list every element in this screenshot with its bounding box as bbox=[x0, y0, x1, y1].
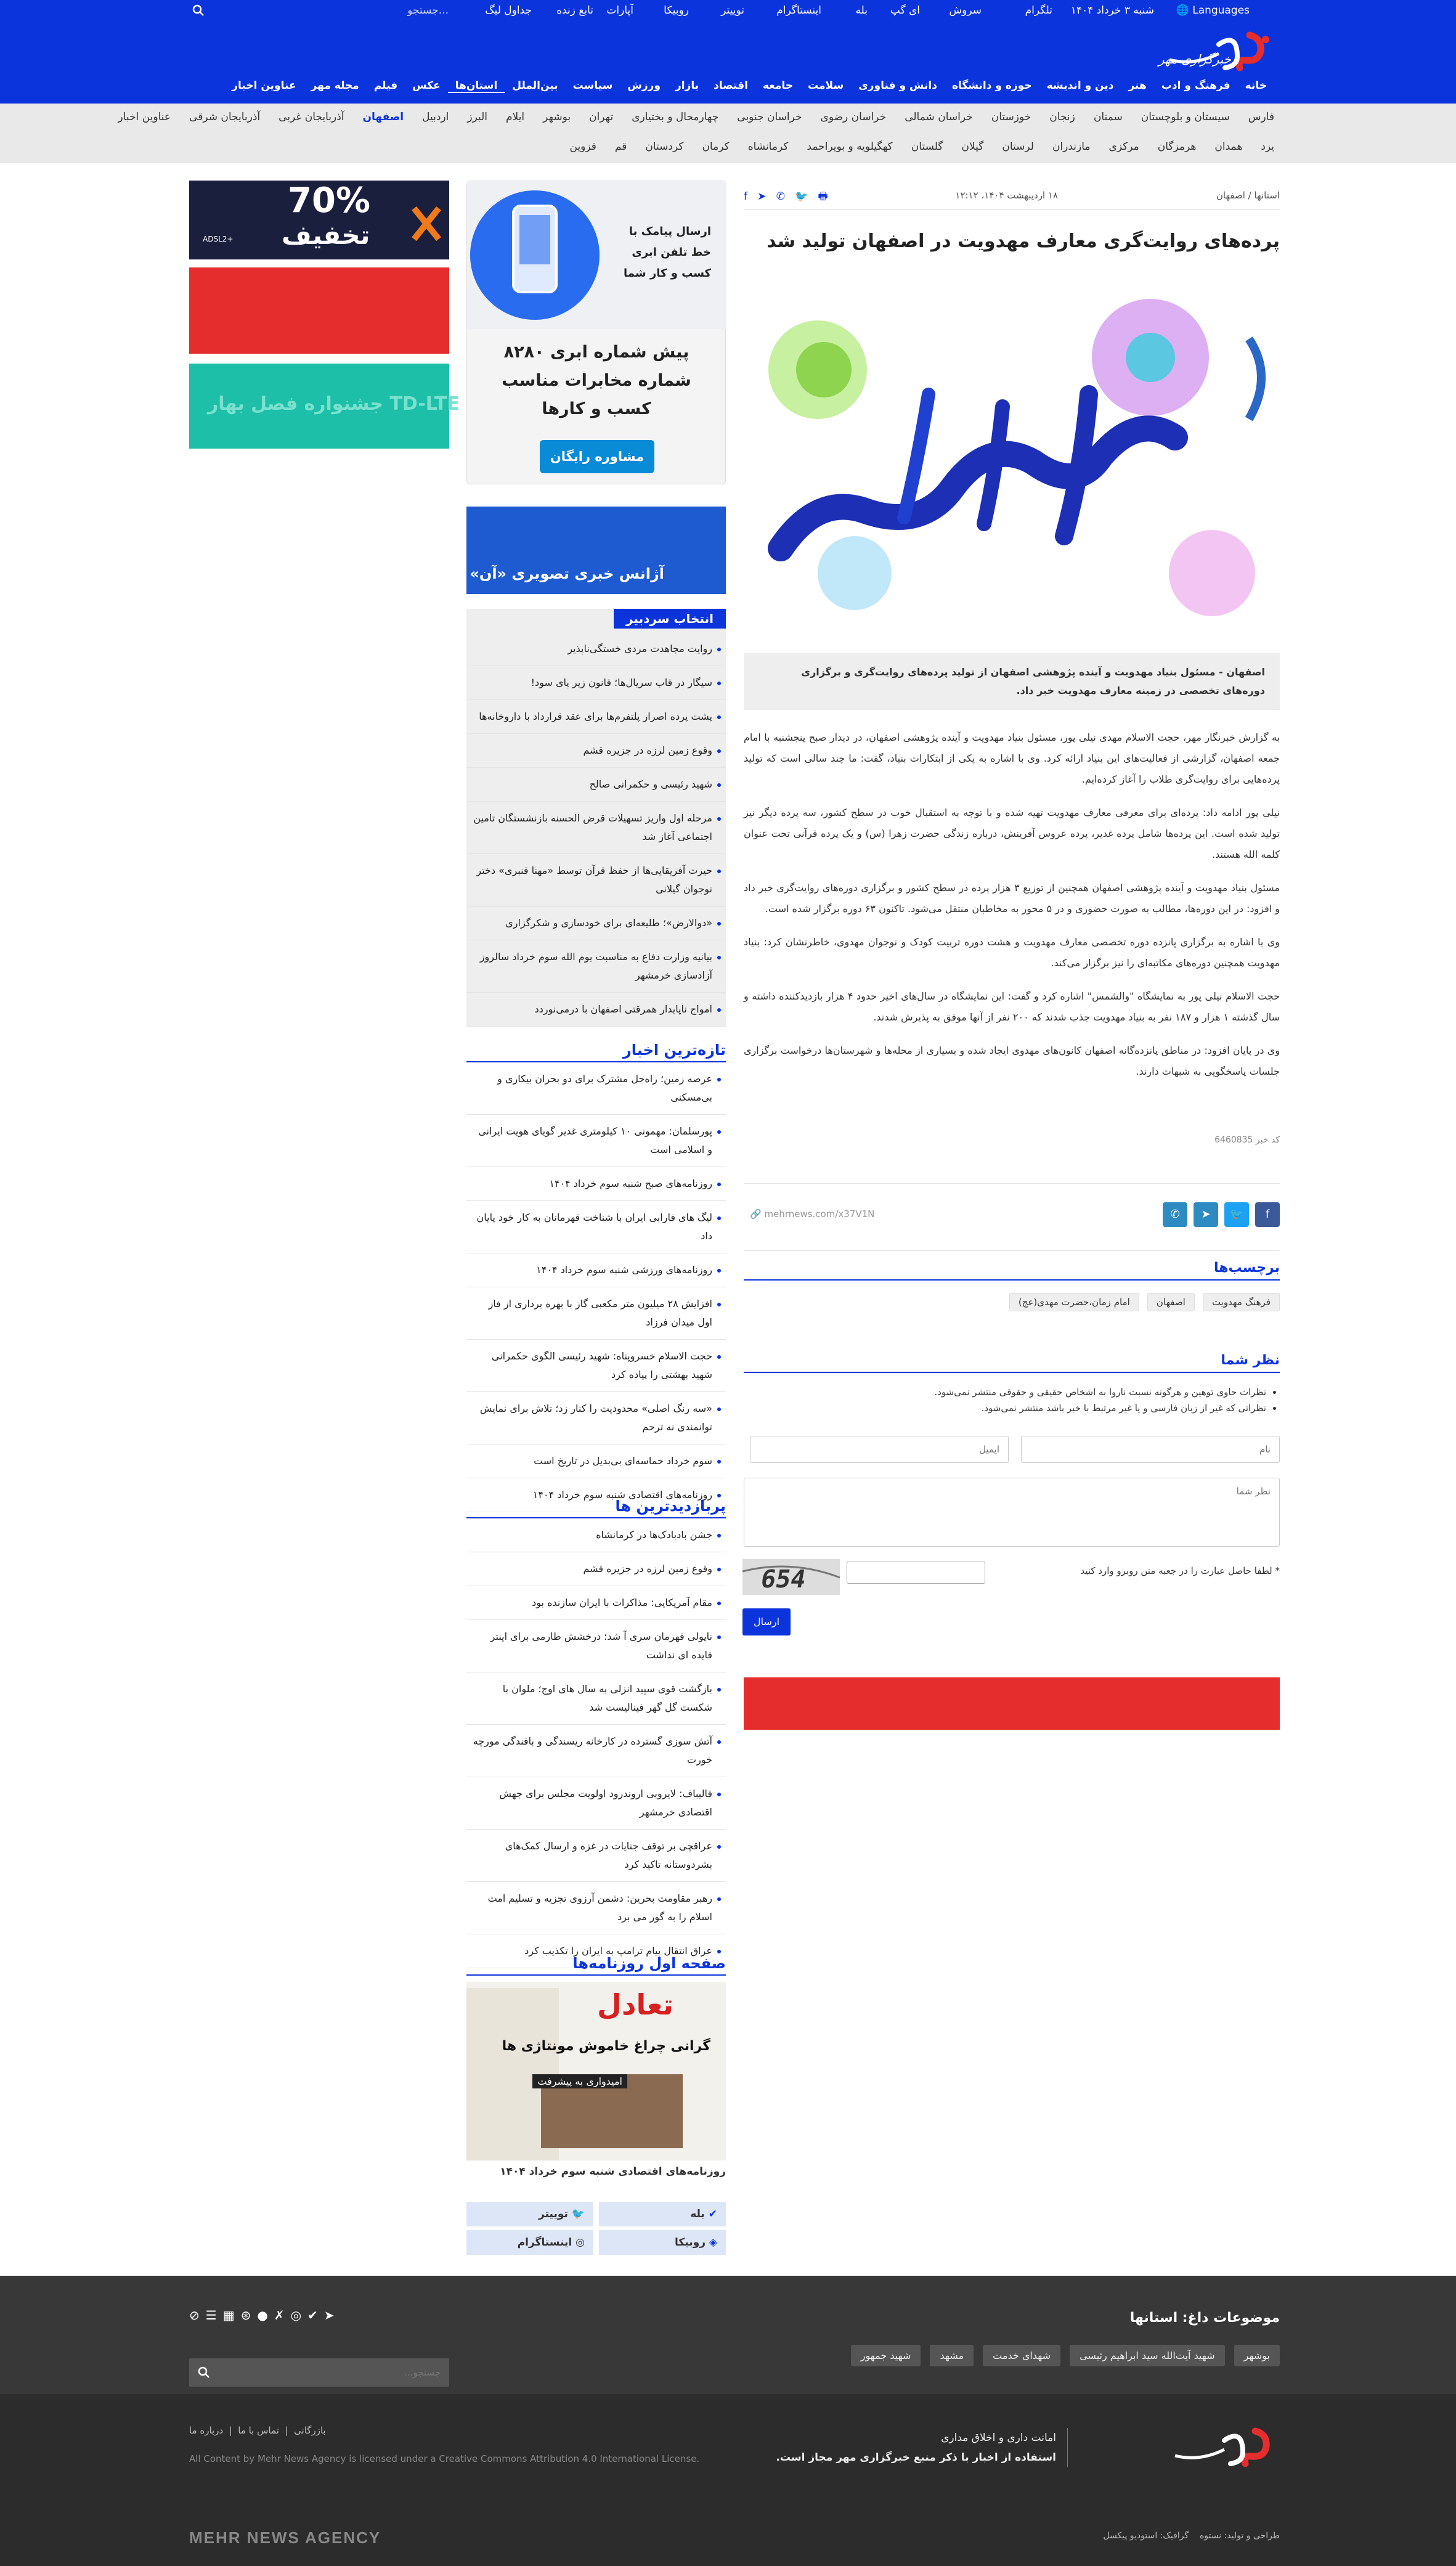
province-nav-item[interactable]: سمنان bbox=[1093, 111, 1123, 123]
list-item[interactable]: قالیباف: لایروبی اروندرود اولویت مجلس برای جهش اقتصادی خرمشهر bbox=[466, 1777, 726, 1830]
province-nav-item[interactable]: چهارمحال و بختیاری bbox=[632, 111, 719, 123]
league-tables-link[interactable]: جداول لیگ bbox=[485, 4, 532, 17]
name-field[interactable] bbox=[1021, 1436, 1280, 1463]
nav-headlines[interactable]: عناوین اخبار bbox=[232, 79, 296, 92]
globe-icon: 🌐 bbox=[1176, 4, 1189, 17]
cloud-number-ad[interactable]: ارسال پیامک با خط تلفن ابری کسب و کار شما پیش شماره ابری ۸۲۸۰ شماره مخابرات مناسب کسب و کارها مشاوره رایگان bbox=[466, 181, 726, 484]
province-nav-item[interactable]: کرمانشاه bbox=[747, 141, 789, 153]
rubika-icon: ◈ bbox=[709, 2236, 717, 2249]
tag-item[interactable]: فرهنگ مهدویت bbox=[1203, 1293, 1280, 1311]
article-paragraph: حجت الاسلام نیلی پور به نمایشگاه "والشمس" اشاره کرد و گفت: این نمایشگاه در سال‌های اخیر حدود ۴ هزار بازدیدکننده داشته و سال گذشته ۱ هزار و ۱۸۷ نفر به بنیاد مهدویت جذب شدند که ۲۰۰ نفر از آنها موفق به پذیرش شدند. bbox=[744, 990, 1280, 1023]
nav-sport[interactable]: ورزش bbox=[627, 79, 661, 92]
site-header bbox=[0, 21, 1456, 104]
agency-banner[interactable]: آژانس خبری تصویری «آن» bbox=[466, 507, 726, 594]
list-item[interactable]: حیرت آفریقایی‌ها از حفظ قرآن توسط «مهنا قنبری» دختر نوجوان گیلانی bbox=[466, 854, 726, 906]
footer-search bbox=[189, 2358, 449, 2387]
article-date: ۱۸ اردیبهشت ۱۴۰۴، ۱۲:۱۲ bbox=[955, 190, 1058, 201]
adsl-discount-ad[interactable]: 70% تخفیف ADSL2+ bbox=[189, 181, 449, 259]
bale-box[interactable]: ✔ بله bbox=[599, 2202, 726, 2226]
list-item[interactable]: وقوع زمین لرزه در جزیره قشم bbox=[466, 734, 726, 768]
latest-news-box bbox=[466, 1041, 726, 1512]
comment-rule: • نظرات حاوی توهین و هرگونه نسبت ناروا به اشخاص حقیقی و حقوقی منتشر نمی‌شود. bbox=[744, 1384, 1266, 1400]
social-link-soroush[interactable]: سروش bbox=[949, 4, 982, 17]
list-item[interactable]: شهید رئیسی و حکمرانی صالح bbox=[466, 768, 726, 802]
top-search-input[interactable]: جستجو... bbox=[407, 4, 449, 17]
print-icon[interactable]: 🖶 bbox=[818, 190, 828, 203]
newspaper-caption[interactable]: روزنامه‌های اقتصادی شنبه سوم خرداد ۱۴۰۴ bbox=[500, 2165, 726, 2178]
province-nav-item[interactable]: زنجان bbox=[1049, 111, 1075, 123]
breadcrumb-isfahan[interactable]: اصفهان bbox=[1216, 190, 1245, 201]
hot-tag[interactable]: بوشهر bbox=[1234, 2345, 1280, 2366]
top-share-icons bbox=[744, 189, 828, 206]
nav-video[interactable]: فیلم bbox=[373, 79, 398, 92]
social-link-bale[interactable]: بله bbox=[855, 4, 868, 17]
nav-international[interactable]: بین‌الملل bbox=[512, 79, 558, 92]
nav-society[interactable]: جامعه bbox=[762, 79, 794, 92]
grid-icon[interactable]: ▦ bbox=[222, 2308, 241, 2323]
most-viewed-title: پربازدیدترین ها bbox=[466, 1497, 726, 1518]
twitter-box[interactable]: 🐦 توییتر bbox=[466, 2202, 593, 2226]
list-item[interactable]: روزنامه‌های ورزشی شنبه سوم خرداد ۱۴۰۴ bbox=[466, 1253, 726, 1287]
captcha-image: 654 bbox=[742, 1559, 840, 1595]
designer-credit[interactable]: طراحی و تولید: نستوه bbox=[1199, 2531, 1280, 2541]
editors-pick-list bbox=[466, 632, 726, 1027]
bale-icon: ✔ bbox=[708, 2208, 717, 2220]
nav-market[interactable]: بازار bbox=[675, 79, 699, 92]
province-nav-item[interactable]: یزد bbox=[1261, 141, 1274, 153]
whatsapp-share-icon[interactable]: ✆ bbox=[776, 190, 785, 203]
nav-provinces[interactable]: استان‌ها bbox=[448, 79, 505, 93]
breadcrumb: استانها / اصفهان bbox=[1216, 190, 1280, 201]
province-nav-item[interactable]: لرستان bbox=[1002, 141, 1034, 153]
province-nav-item[interactable]: خوزستان bbox=[991, 111, 1031, 123]
rss-icon[interactable]: ⊛ bbox=[240, 2308, 258, 2323]
article-meta-bar bbox=[744, 185, 1280, 210]
share-bar bbox=[744, 1183, 1280, 1251]
list-item[interactable]: بیانیه وزارت دفاع به مناسبت یوم الله سوم خرداد سالروز آزادسازی خرمشهر bbox=[466, 940, 726, 993]
province-nav-item[interactable]: کرمان bbox=[702, 141, 730, 153]
province-nav-item[interactable]: اصفهان bbox=[362, 111, 404, 123]
twitter-footer-icon[interactable]: ✗ bbox=[274, 2308, 291, 2323]
bale-footer-icon[interactable]: ⊘ bbox=[189, 2308, 206, 2323]
list-item[interactable]: افزایش ۲۸ میلیون متر مکعبی گاز با بهره برداری از فاز اول میدان فرزاد bbox=[466, 1287, 726, 1340]
article-lead: اصفهان - مسئول بنیاد مهدویت و آینده پژوهشی اصفهان از تولید پرده‌های روایت‌گری و برگزاری دوره‌های تخصصی در زمینه معارف مهدویت خبر داد. bbox=[744, 653, 1280, 710]
nav-home[interactable]: خانه bbox=[1245, 79, 1267, 92]
tdlte-ad[interactable]: جشنواره فصل بهار TD-LTE bbox=[189, 364, 449, 449]
province-nav-item[interactable]: آذربایجان غربی bbox=[279, 111, 344, 123]
newspaper-headline: گرانی چراغ خاموش مونتاژی ها bbox=[502, 2039, 710, 2054]
article-body bbox=[744, 727, 1280, 1094]
news-code: کد خبر 6460835 bbox=[1214, 1135, 1280, 1145]
instagram-box[interactable]: ◎ اینستاگرام bbox=[466, 2230, 593, 2255]
list-item[interactable]: «دوالارض»؛ طلیعه‌ای برای خودسازی و شکرگزاری bbox=[466, 906, 726, 940]
list-item[interactable]: امواج ناپایدار همرقتی اصفهان با درمی‌نوردد bbox=[466, 993, 726, 1027]
most-viewed-box bbox=[466, 1497, 726, 1968]
province-nav-item[interactable]: آذربایجان شرقی bbox=[189, 111, 261, 123]
province-nav-item[interactable]: اردبیل bbox=[422, 111, 449, 123]
footer-bottom bbox=[0, 2394, 1456, 2566]
province-nav-item[interactable]: کهگیلویه و بویراحمد bbox=[807, 141, 893, 153]
footer-link-contact[interactable]: تماس با ما bbox=[238, 2425, 279, 2436]
newspaper-subheadline: امیدواری به پیشرفت bbox=[532, 2074, 627, 2088]
list-item[interactable]: مقام آمریکایی: مذاکرات با ایران سازنده بود bbox=[466, 1586, 726, 1620]
amanat-text: امانت داری و اخلاق مداری bbox=[941, 2432, 1056, 2444]
nav-magazine[interactable]: مجله مهر bbox=[311, 79, 359, 92]
red-ad-banner[interactable] bbox=[744, 1677, 1280, 1730]
article-title: پرده‌های روایت‌گری معارف مهدویت در اصفهان تولید شد bbox=[767, 230, 1280, 252]
list-item[interactable]: جشن بادبادک‌ها در کرمانشاه bbox=[466, 1518, 726, 1552]
footer-link-about[interactable]: درباره ما bbox=[189, 2425, 224, 2436]
list-item[interactable]: حجت الاسلام خسروپناه: شهید رئیسی الگوی حکمرانی شهید بهشتی را پیاده کرد bbox=[466, 1340, 726, 1392]
comments-section bbox=[744, 1353, 1280, 1416]
province-nav-item[interactable]: قم bbox=[614, 141, 627, 153]
article-paragraph: به گزارش خبرنگار مهر، حجت الاسلام مهدی نیلی پور، مسئول بنیاد مهدویت و آینده پژوهشی اصفهان، در دیدار صبح پنجشنبه با امام جمعه اصفهان، گزارشی از فعالیت‌های این بنیاد ارائه کرد. وی با اشاره به یکی از ابتکارات بنیاد، گفت: ما چند سالی است که تولید پرده‌هایی برای روایت‌گری طلاب را آغاز کرده‌ایم. bbox=[744, 731, 1280, 785]
province-nav-item[interactable]: بوشهر bbox=[543, 111, 571, 123]
footer-link-commerce[interactable]: بازرگانی bbox=[294, 2425, 326, 2436]
hot-tag[interactable]: شهدای خدمت bbox=[983, 2345, 1060, 2366]
rubika-box[interactable]: ◈ روبیکا bbox=[599, 2230, 726, 2255]
editors-pick-title: انتخاب سردبیر bbox=[614, 609, 726, 629]
list-item[interactable]: وقوع زمین لرزه در جزیره قشم bbox=[466, 1552, 726, 1586]
province-row-2 bbox=[561, 141, 1284, 153]
list-item[interactable]: روزنامه‌های صبح شنبه سوم خرداد ۱۴۰۴ bbox=[466, 1167, 726, 1201]
editors-pick-box bbox=[466, 609, 726, 1027]
check-icon[interactable]: ✔ bbox=[307, 2308, 324, 2323]
footer-search-input[interactable] bbox=[221, 2358, 449, 2387]
list-item[interactable]: سوم خرداد حماسه‌ای بی‌بدیل در تاریخ است bbox=[466, 1444, 726, 1478]
footer-copyright bbox=[776, 2428, 1068, 2467]
email-field[interactable] bbox=[750, 1436, 1009, 1463]
nav-religion[interactable]: دین و اندیشه bbox=[1046, 79, 1114, 92]
facebook-share-icon[interactable]: f bbox=[744, 190, 747, 203]
comments-title: نظر شما bbox=[744, 1353, 1280, 1373]
article-paragraph: مسئول بنیاد مهدویت و آینده پژوهشی اصفهان همچنین از توزیع ۳ هزار پرده در سطح کشور و برگزاری دوره‌های روایت‌گری خبر داد و افزود: در این دوره‌ها، مطالب به صورت حضوری و در ۵ محور به مخاطبان منتقل می‌شود. تاکنون ۶۳ دوره برگزار شده است. bbox=[744, 882, 1280, 914]
list-item[interactable]: سیگار در قاب سریال‌ها؛ قانون زیر پای سود! bbox=[466, 666, 726, 700]
mehr-logo[interactable]: خبرگزاری مهر bbox=[1157, 26, 1274, 75]
newspaper-name: تعادل bbox=[596, 1988, 673, 2021]
province-nav-item[interactable]: همدان bbox=[1214, 141, 1243, 153]
nav-health[interactable]: سلامت bbox=[808, 79, 844, 92]
breadcrumb-provinces[interactable]: استانها bbox=[1254, 190, 1280, 201]
aparat-icon[interactable]: ● bbox=[257, 2308, 274, 2323]
province-row-1 bbox=[109, 111, 1283, 123]
hot-tag[interactable]: شهید آیت‌الله سید ابراهیم رئیسی bbox=[1070, 2345, 1225, 2366]
footer-credits bbox=[1103, 2531, 1280, 2541]
comment-textarea[interactable] bbox=[744, 1478, 1280, 1547]
list-item[interactable]: مرحله اول واریز تسهیلات قرض الحسنه بازنشستگان تامین اجتماعی آغاز شد bbox=[466, 802, 726, 854]
newspaper-front-page[interactable] bbox=[466, 1982, 726, 2161]
red-ad-left[interactable] bbox=[189, 267, 449, 354]
footer-hot-topics bbox=[0, 2276, 1456, 2394]
list-item[interactable]: پورسلمان: مهمونی ۱۰ کیلومتری غدیر گویای هویت ایرانی و اسلامی است bbox=[466, 1115, 726, 1167]
nav-economy[interactable]: اقتصاد bbox=[714, 79, 748, 92]
hot-topics-title: موضوعات داغ: استانها bbox=[1129, 2310, 1280, 2326]
tags-list bbox=[744, 1293, 1280, 1311]
list-item[interactable]: عراق انتقال پیام ترامپ به ایران را تکذیب کرد bbox=[466, 1934, 726, 1968]
agency-name-en: MEHR NEWS AGENCY bbox=[189, 2528, 381, 2547]
article-image bbox=[744, 283, 1280, 644]
article-paragraph: وی با اشاره به برگزاری پانزده دوره تخصصی معارف مهدویت و هشت دوره تربیت کودک و نوجوان مهدوی، خاطرنشان کرد: بنیاد مهدویت همچنین دوره‌های مکاتبه‌ای را نیز برگزار می‌کند. bbox=[744, 936, 1280, 969]
list-item[interactable]: روزنامه‌های اقتصادی شنبه سوم خرداد ۱۴۰۴ bbox=[466, 1478, 726, 1512]
social-link-aparat[interactable]: آپارات bbox=[606, 4, 633, 17]
list-item[interactable]: عراقچی بر توقف جنایات در غزه و ارسال کمک‌های بشردوستانه تاکید کرد bbox=[466, 1830, 726, 1882]
province-nav-item[interactable]: خراسان شمالی bbox=[905, 111, 973, 123]
article-paragraph: وی در پایان افزود: در مناطق پانزده‌گانه اصفهان کانون‌های مهدوی ایجاد شده و بسیاری از محله‌ها و شهرستان‌ها درخواست برگزاری جلسات پاسخگویی به شبهات دارند. bbox=[744, 1045, 1280, 1077]
free-consultation-button[interactable]: مشاوره رایگان bbox=[540, 440, 654, 473]
current-date: شنبه ۳ خرداد ۱۴۰۴ bbox=[1070, 4, 1154, 17]
editors-pick-header bbox=[466, 609, 726, 632]
telegram-share-button[interactable]: ➤ bbox=[1194, 1202, 1218, 1227]
nav-photo[interactable]: عکس bbox=[412, 79, 441, 92]
province-nav-item[interactable]: کردستان bbox=[645, 141, 684, 153]
article-paragraph: نیلی پور ادامه داد: پرده‌ای برای معرفی معارف مهدویت تهیه شده و با توجه به استقبال خوب در سطح کشور، سه پرده دیگر نیز تولید شده است. این پرده‌ها شامل پرده غدیر، پرده عروس آفرینش، درباره زندگی حضرت زهرا (س) و یک پرده قرآنی تحت عنوان کلمه الله هستند. bbox=[744, 807, 1280, 860]
whatsapp-share-button[interactable]: ✆ bbox=[1163, 1202, 1187, 1227]
twitter-icon: 🐦 bbox=[571, 2208, 585, 2220]
province-nav-item[interactable]: البرز bbox=[467, 111, 487, 123]
list-icon[interactable]: ☰ bbox=[205, 2308, 223, 2323]
province-nav-item[interactable]: سیستان و بلوچستان bbox=[1141, 111, 1230, 123]
list-item[interactable]: پشت پرده اصرار پلتفرم‌ها برای عقد قرارداد با داروخانه‌ها bbox=[466, 700, 726, 734]
province-nav-item[interactable]: عناوین اخبار bbox=[118, 111, 171, 123]
footer-links: بازرگانی | تماس با ما | درباره ما bbox=[189, 2425, 326, 2436]
list-item[interactable]: روایت مجاهدت مردی خستگی‌ناپذیر bbox=[466, 632, 726, 666]
nav-seminary[interactable]: حوزه و دانشگاه bbox=[951, 79, 1032, 92]
copyright-fa: استفاده از اخبار با ذکر منبع خبرگزاری مهر مجاز است. bbox=[776, 2451, 1056, 2464]
facebook-share-button[interactable]: f bbox=[1255, 1202, 1280, 1227]
top-bar bbox=[0, 0, 1456, 21]
province-nav-item[interactable]: گیلان bbox=[961, 141, 984, 153]
province-nav-item[interactable]: گلستان bbox=[911, 141, 943, 153]
footer-social-icons bbox=[189, 2308, 341, 2323]
province-navigation bbox=[0, 104, 1456, 163]
list-item[interactable]: ناپولی قهرمان سری آ شد؛ درخشش طارمی برای اینتر فایده ای نداشت bbox=[466, 1620, 726, 1672]
latest-news-title: تازه‌ترین اخبار bbox=[466, 1041, 726, 1062]
graphics-credit[interactable]: گرافیک: استودیو پیکسل bbox=[1103, 2531, 1189, 2541]
tag-item[interactable]: امام زمان،حضرت مهدی(عج) bbox=[1009, 1293, 1139, 1311]
footer-logo[interactable] bbox=[1120, 2422, 1280, 2471]
link-icon: 🔗 bbox=[750, 1208, 762, 1220]
instagram-footer-icon[interactable]: ◎ bbox=[290, 2308, 308, 2323]
license-text: All Content by Mehr News Agency is licensed under a Creative Commons Attribution 4.0 International License. bbox=[189, 2453, 700, 2464]
newspapers-title: صفحه اول روزنامه‌ها bbox=[466, 1955, 726, 1976]
twitter-share-icon[interactable]: 🐦 bbox=[795, 190, 808, 203]
search-icon[interactable] bbox=[192, 0, 205, 21]
submit-comment-button[interactable]: ارسال bbox=[742, 1608, 791, 1635]
short-link[interactable]: 🔗 mehrnews.com/x37V1N bbox=[750, 1208, 875, 1220]
telegram-share-icon[interactable]: ➤ bbox=[757, 190, 767, 203]
hot-tag[interactable]: شهید جمهور bbox=[851, 2345, 921, 2366]
province-nav-item[interactable]: هرمزگان bbox=[1157, 141, 1197, 153]
tag-item[interactable]: اصفهان bbox=[1147, 1293, 1195, 1311]
live-results-link[interactable]: تابع زنده bbox=[556, 4, 593, 17]
comment-rule: • نظراتی که غیر از زبان فارسی و یا غیر مرتبط با خبر باشد منتشر نمی‌شود. bbox=[744, 1400, 1266, 1416]
nav-art[interactable]: هنر bbox=[1128, 79, 1147, 92]
nav-politics[interactable]: سیاست bbox=[572, 79, 613, 92]
captcha-input[interactable] bbox=[847, 1562, 985, 1584]
language-menu[interactable]: 🌐 Languages bbox=[1176, 4, 1250, 17]
newspapers-box bbox=[466, 1955, 726, 2178]
tags-title: برچسب‌ها bbox=[744, 1260, 1280, 1281]
most-viewed-list bbox=[466, 1518, 726, 1968]
social-link-rubika[interactable]: روبیکا bbox=[664, 4, 689, 17]
social-link-instagram[interactable]: اینستاگرام bbox=[776, 4, 821, 17]
nav-culture[interactable]: فرهنگ و ادب bbox=[1161, 79, 1230, 92]
captcha-label: * لطفا حاصل عبارت را در جعبه متن روبرو وارد کنید bbox=[1080, 1565, 1280, 1576]
list-item[interactable]: لیگ های فارابی ایران با شناخت قهرمانان به کار خود پایان داد bbox=[466, 1201, 726, 1253]
instagram-icon: ◎ bbox=[575, 2236, 585, 2249]
twitter-share-button[interactable]: 🐦 bbox=[1224, 1202, 1249, 1227]
social-link-telegram[interactable]: تلگرام bbox=[1025, 4, 1052, 17]
hot-tag[interactable]: مشهد bbox=[930, 2345, 974, 2366]
province-nav-item[interactable]: مرکزی bbox=[1108, 141, 1139, 153]
social-link-igap[interactable]: ای گپ bbox=[890, 4, 920, 17]
province-nav-item[interactable]: مازندران bbox=[1052, 141, 1091, 153]
province-nav-item[interactable]: خراسان رضوی bbox=[820, 111, 887, 123]
tags-section bbox=[744, 1260, 1280, 1311]
province-nav-item[interactable]: فارس bbox=[1248, 111, 1274, 123]
ad-image-area: ارسال پیامک با خط تلفن ابری کسب و کار شما bbox=[467, 181, 726, 329]
telegram-footer-icon[interactable]: ➤ bbox=[323, 2308, 341, 2323]
social-boxes bbox=[466, 2202, 726, 2256]
province-nav-item[interactable]: تهران bbox=[589, 111, 614, 123]
latest-news-list bbox=[466, 1062, 726, 1512]
hot-topics-tags bbox=[845, 2345, 1280, 2366]
nav-science[interactable]: دانش و فناوری bbox=[858, 79, 937, 92]
list-item[interactable]: رهبر مقاومت بحرین: دشمن آرزوی تجزیه و تسلیم امت اسلام را به گور می برد bbox=[466, 1882, 726, 1934]
comment-rules bbox=[744, 1384, 1266, 1416]
list-item[interactable]: آتش سوزی گسترده در کارخانه ریسندگی و بافندگی مورچه خورت bbox=[466, 1725, 726, 1777]
list-item[interactable]: «سه رنگ اصلی» محدودیت را کنار زد؛ تلاش برای نمایش توانمندی نه ترحم bbox=[466, 1392, 726, 1444]
footer-search-icon[interactable] bbox=[198, 2366, 210, 2379]
province-nav-item[interactable]: ایلام bbox=[505, 111, 525, 123]
main-navigation bbox=[224, 79, 1274, 93]
province-nav-item[interactable]: قزوین bbox=[569, 141, 596, 153]
province-nav-item[interactable]: خراسان جنوبی bbox=[737, 111, 802, 123]
social-link-twitter[interactable]: توییتر bbox=[721, 4, 744, 17]
list-item[interactable]: بازگشت قوی سپید انزلی به سال های اوج؛ ملوان با شکست گل گهر فینالیست شد bbox=[466, 1672, 726, 1725]
list-item[interactable]: عرصه زمین؛ راه‌حل مشترک برای دو بحران بیکاری و بی‌مسکنی bbox=[466, 1062, 726, 1115]
